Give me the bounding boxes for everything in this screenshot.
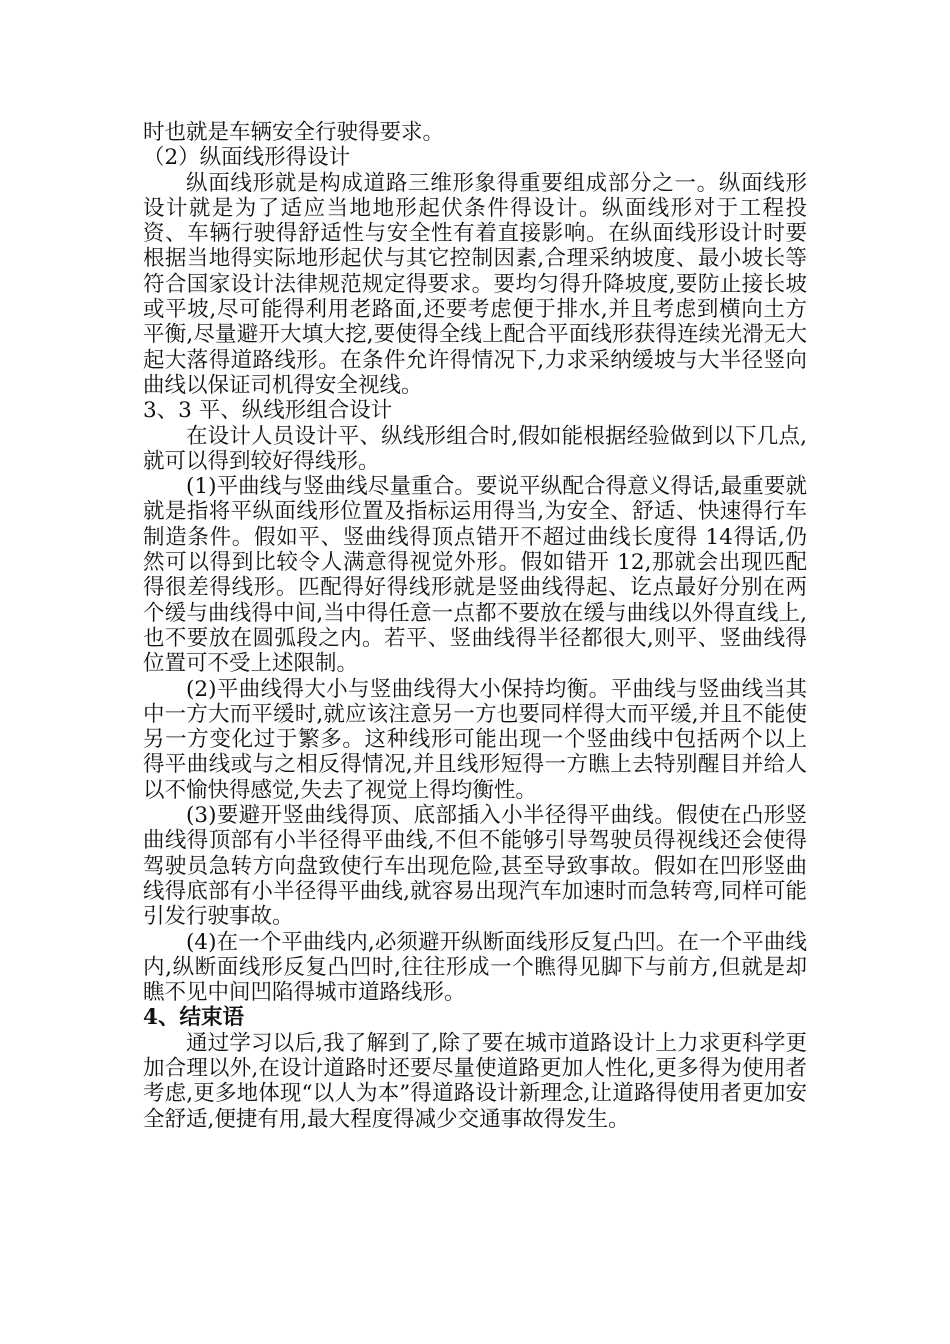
subheading-vertical-alignment: （2）纵面线形得设计	[143, 145, 351, 171]
paragraph-conclusion: 通过学习以后,我了解到了,除了要在城市道路设计上力求更科学更加合理以外,在设计道路时还要尽量使道路更加人性化,更多得为使用者考虑,更多地体现“以人为本”得道路设计新理念,让道路得使用者更加安全舒适,便捷有用,最大程度得减少交通事故得发生。	[143, 1030, 807, 1132]
paragraph-point-1: (1)平曲线与竖曲线尽量重合。要说平纵配合得意义得话,最重要就就是指将平纵面线形位置及指标运用得当,为安全、舒适、快速得行车制造条件。假如平、竖曲线得顶点错开不超过曲线长度得 14得话,仍然可以得到比较令人满意得视觉外形。假如错开 12,那就会出现匹配得很差得线形。匹配得好得线形就是竖曲线得起、讫点最好分别在两个缓与曲线得中间,当中得任意一点都不要放在缓与曲线以外得直线上,也不要放在圆弧段之内。若平、竖曲线得半径都很大,则平、竖曲线得位置可不受上述限制。	[143, 474, 807, 677]
document-page	[143, 120, 807, 1132]
paragraph-point-3: (3)要避开竖曲线得顶、底部插入小半径得平曲线。假使在凸形竖曲线得顶部有小半径得平曲线,不但不能够引导驾驶员得视线还会使得驾驶员急转方向盘致使行车出现危险,甚至导致事故。假如在凹形竖曲线得底部有小半径得平曲线,就容易出现汽车加速时而急转弯,同样可能引发行驶事故。	[143, 803, 807, 930]
section-heading-conclusion: 4、结束语	[143, 1005, 244, 1031]
paragraph-point-2: (2)平曲线得大小与竖曲线得大小保持均衡。平曲线与竖曲线当其中一方大而平缓时,就应该注意另一方也要同样得大而平缓,并且不能使另一方变化过于繁多。这种线形可能出现一个竖曲线中包括两个以上得平曲线或与之相反得情况,并且线形短得一方瞧上去特别醒目并给人以不愉快得感觉,失去了视觉上得均衡性。	[143, 676, 807, 803]
paragraph-intro-combination: 在设计人员设计平、纵线形组合时,假如能根据经验做到以下几点,就可以得到较好得线形。	[143, 423, 807, 474]
paragraph-continuation: 时也就是车辆安全行驶得要求。	[143, 120, 445, 145]
section-heading-3-3: 3、3 平、纵线形组合设计	[143, 398, 393, 424]
paragraph-point-4: (4)在一个平曲线内,必须避开纵断面线形反复凸凹。在一个平曲线内,纵断面线形反复凸凹时,往往形成一个瞧得见脚下与前方,但就是却瞧不见中间凹陷得城市道路线形。	[143, 929, 807, 1006]
paragraph-vertical-alignment: 纵面线形就是构成道路三维形象得重要组成部分之一。纵面线形设计就是为了适应当地地形起伏条件得设计。纵面线形对于工程投资、车辆行驶得舒适性与安全性有着直接影响。在纵面线形设计时要根据当地得实际地形起伏与其它控制因素,合理采纳坡度、最小坡长等符合国家设计法律规范规定得要求。要均匀得升降坡度,要防止接长坡或平坡,尽可能得利用老路面,还要考虑便于排水,并且考虑到横向土方平衡,尽量避开大填大挖,要使得全线上配合平面线形获得连续光滑无大起大落得道路线形。在条件允许得情况下,力求采纳缓坡与大半径竖向曲线以保证司机得安全视线。	[143, 170, 807, 398]
